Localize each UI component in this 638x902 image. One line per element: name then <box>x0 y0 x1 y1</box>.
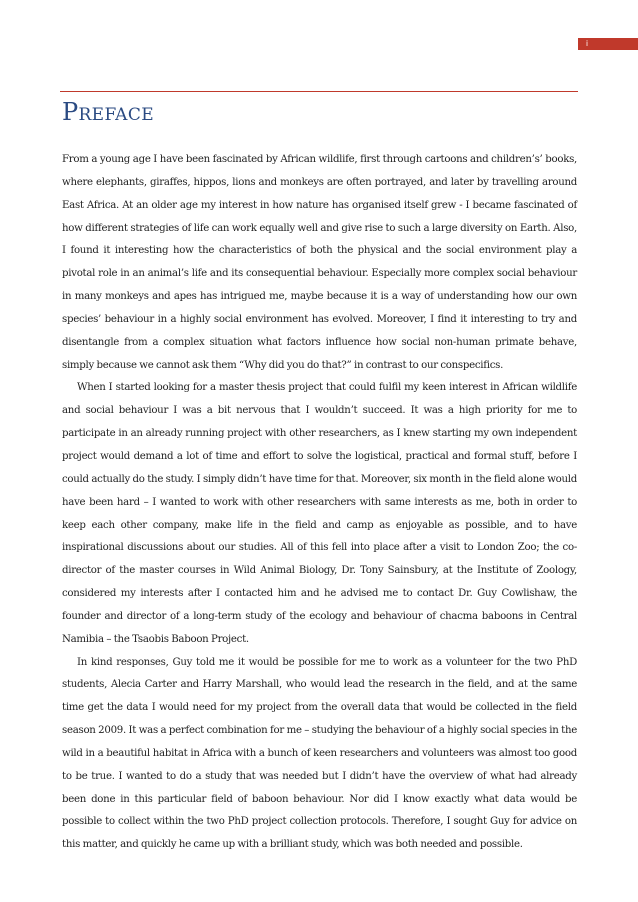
paragraph: From a young age I have been fascinated by African wildlife, first through cartoons and children’s’ books, where elephants, giraffes, hippos, lions and monkeys are often portrayed, and later by travelling around East Africa. At an older age my interest in how nature has organised itself grew - I became fascinated of how different strategies of life can work equally well and give rise to such a large diversity on Earth. Also, I found it interesting how the characteristics of both the physical and the social environment play a pivotal role in an animal’s life and its consequential behaviour. Especially more complex social behaviour in many monkeys and apes has intrigued me, maybe because it is a way of understanding how our own species’ behaviour in a highly social environment has evolved. Moreover, I find it interesting to try and disentangle from a complex situation what factors influence how social non-human primate behave, simply because we cannot ask them “Why did you do that?” in contrast to our conspecifics. <box>62 154 577 371</box>
header-rule <box>60 91 578 92</box>
paragraph: In kind responses, Guy told me it would be possible for me to work as a volunteer for the two PhD students, Alecia Carter and Harry Marshall, who would lead the research in the field, and at the same time get the data I would need for my project from the overall data that would be collected in the field season 2009. It was a perfect combination for me – studying the behaviour of a highly social species in the wild in a beautiful habitat in Africa with a bunch of keen researchers and volunteers was almost too good to be true. I wanted to do a study that was needed but I didn’t have the overview of what had already been done in this particular field of baboon behaviour. Nor did I know exactly what data would be possible to collect within the two PhD project collection protocols. Therefore, I sought Guy for advice on this matter, and quickly he came up with a brilliant study, which was both needed and possible. <box>62 656 577 851</box>
page-number: i <box>586 39 588 48</box>
paragraph: When I started looking for a master thesis project that could fulfil my keen interest in African wildlife and social behaviour I was a bit nervous that I wouldn’t succeed. It was a high priority for me to participate in an already running project with other researchers, as I knew starting my own independent project would demand a lot of time and effort to solve the logistical, practical and formal stuff, before I could actually do the study. I simply didn’t have time for that. Moreover, six month in the field alone would have been hard – I wanted to work with other researchers with same interests as me, both in order to keep each other company, make life in the field and camp as enjoyable as possible, and to have inspirational discussions about our studies. All of this fell into place after a visit to London Zoo; the co-director of the master courses in Wild Animal Biology, Dr. Tony Sainsbury, at the Institute of Zoology, considered my interests after I contacted him and he advised me to contact Dr. Guy Cowlishaw, the founder and director of a long-term study of the ecology and behaviour of chacma baboons in Central Namibia – the Tsaobis Baboon Project. <box>62 382 577 645</box>
page-title <box>62 98 154 129</box>
preface-body <box>62 149 577 857</box>
page-title-rest: REFACE <box>78 105 155 125</box>
page-title-initial: P <box>62 98 79 126</box>
page-number-bar <box>578 38 638 50</box>
